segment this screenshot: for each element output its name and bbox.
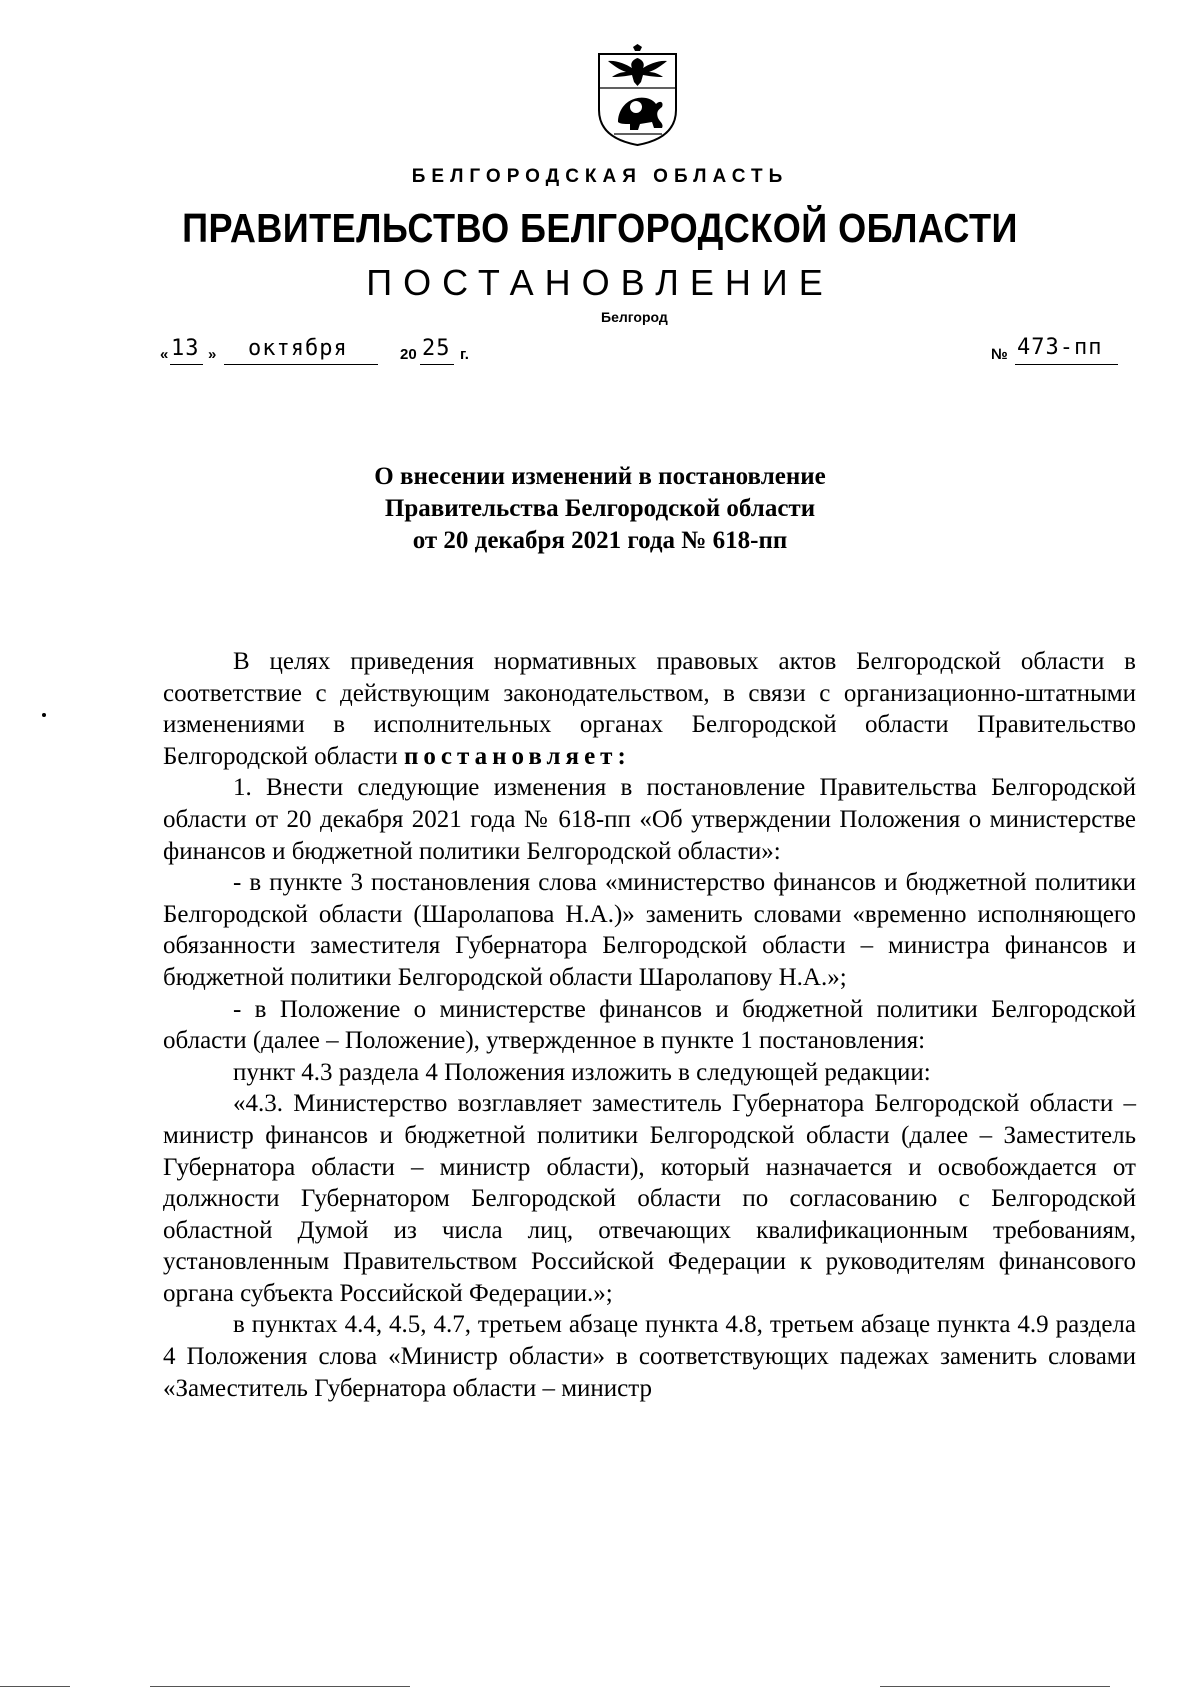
title-line-1: О внесении изменений в постановление: [374, 463, 826, 490]
paragraph-amendment-regulation: - в Положение о министерстве финансов и бюджетной политики Белгородской области (далее – Положение), утвержденное в пункте 1 постановления:: [163, 995, 1136, 1055]
open-quote: «: [160, 346, 169, 363]
document-type: ПОСТАНОВЛЕНИЕ: [366, 262, 834, 303]
year-prefix: 20: [400, 346, 417, 363]
month-underline: [224, 364, 378, 365]
scan-edge-line: [880, 1686, 1110, 1687]
title-line-3: от 20 декабря 2021 года № 618-пп: [412, 527, 788, 554]
year-abbreviation: г.: [460, 346, 469, 363]
city-name: Белгород: [601, 309, 668, 325]
paragraph-preamble: [163, 646, 1136, 772]
government-name: ПРАВИТЕЛЬСТВО БЕЛГОРОДСКОЙ ОБЛАСТИ: [182, 205, 1018, 251]
document-body: [163, 646, 1136, 1404]
year-underline: [420, 364, 454, 365]
paragraph-point-4-3-text: «4.3. Министерство возглавляет заместитель Губернатора Белгородской области – министр финансов и бюджетной политики Белгородской области (далее – Заместитель Губернатора области – министр области), который назначается и освобождается от должности Губернатором Белгородской области по согласованию с Белгородской областной Думой из числа лиц, отвечающих квалификационным требованиям, установленным Правительством Российской Федерации к руководителям финансового органа субъекта Российской Федерации.»;: [163, 1090, 1136, 1307]
scan-edge-line: [150, 1686, 410, 1687]
preamble-text: В целях приведения нормативных правовых актов Белгородской области в соответствие с действующим законодательством, в связи с организационно-штатными изменениями в исполнительных органах Белгородской области Правительство Белгородской области: [163, 648, 1136, 770]
title-line-2: Правительства Белгородской области: [384, 495, 816, 522]
date-number-line: [160, 334, 1120, 364]
region-name: БЕЛГОРОДСКАЯ ОБЛАСТЬ: [411, 166, 789, 187]
scan-speck: [42, 713, 46, 717]
date-month: октября: [248, 336, 348, 361]
number-sign: №: [991, 346, 1008, 363]
paragraph-points-4-4-4-9: в пунктах 4.4, 4.5, 4.7, третьем абзаце пункта 4.8, третьем абзаце пункта 4.9 раздела 4 Положения слова «Министр области» в соответствующих падежах заменить словами «Заместитель Губернатора области – министр: [163, 1311, 1136, 1402]
scan-edge-line: [0, 1686, 70, 1687]
document-number: 473-пп: [1017, 335, 1103, 360]
day-underline: [170, 364, 203, 365]
paragraph-item-1: 1. Внести следующие изменения в постановление Правительства Белгородской области от 20 декабря 2021 года № 618-пп «Об утверждении Положения о министерстве финансов и бюджетной политики Белгородской области»:: [163, 774, 1136, 865]
date-year: 25: [422, 336, 451, 361]
date-day: 13: [171, 336, 200, 361]
document-title: [0, 461, 1200, 557]
paragraph-point-4-3-intro: пункт 4.3 раздела 4 Положения изложить в следующей редакции:: [233, 1058, 931, 1086]
number-underline: [1015, 364, 1118, 365]
close-quote: »: [208, 346, 217, 363]
coat-of-arms-icon: [596, 44, 679, 147]
paragraph-amendment-point-3: - в пункте 3 постановления слова «министерство финансов и бюджетной политики Белгородской области (Шаролапова Н.А.)» заменить словами «временно исполняющего обязанности заместителя Губернатора Белгородской области – министра финансов и бюджетной политики Белгородской области Шаролапову Н.А.»;: [163, 869, 1136, 991]
resolution-keyword: постановляет:: [403, 742, 631, 770]
